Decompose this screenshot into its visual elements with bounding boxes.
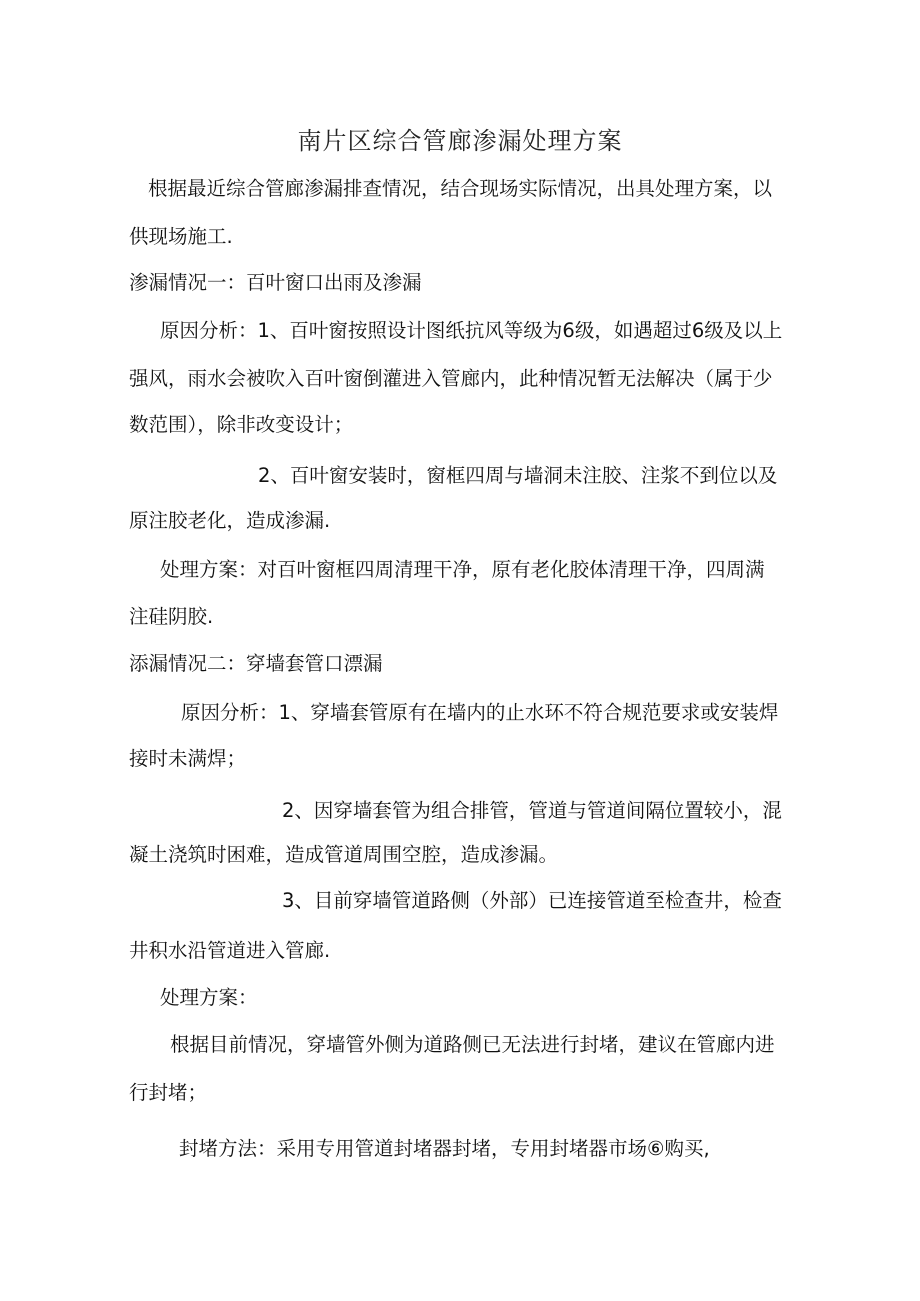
case2-cause3-line-2: 井积水沿管道进入管廊. <box>129 939 331 962</box>
case2-heading: 添漏情况二：穿墙套管口漂漏 <box>129 652 383 675</box>
case2-cause3-line-1: 3、目前穿墙管道路侧（外部）已连接管道至检查井，检查 <box>282 889 782 912</box>
case1-cause1-line-1: 原因分析：1、百叶窗按照设计图纸抗风等级为6级，如遇超过6级及以上 <box>160 319 783 342</box>
case2-cause2-line-1: 2、因穿墙套管为组合排管，管道与管道间隔位置较小，混 <box>282 799 782 822</box>
case2-cause1-line-1: 原因分析：1、穿墙套管原有在墙内的止水环不符合规范要求或安装焊 <box>181 701 779 724</box>
case1-cause1-line-2: 强风，雨水会被吹入百叶窗倒灌进入管廊内，此种情况暂无法解决（属于少 <box>129 367 773 390</box>
case1-cause2-line-1: 2、百叶窗安装时，窗框四周与墙洞未注胶、注浆不到位以及 <box>258 464 778 487</box>
intro-line-2: 供现场施工. <box>129 225 233 248</box>
case1-cause1-line-3: 数范围），除非改变设计； <box>129 413 354 436</box>
case1-solution-line-2: 注硅阴胶. <box>129 605 214 628</box>
case1-cause2-line-2: 原注胶老化，造成渗漏. <box>129 509 331 532</box>
case2-solution-line-1: 根据目前情况，穿墙管外侧为道路侧已无法进行封堵，建议在管廊内进 <box>170 1033 775 1056</box>
case1-solution-line-1: 处理方案：对百叶窗框四周清理干净，原有老化胶体清理干净，四周满 <box>160 558 765 581</box>
case2-cause1-line-2: 接时未满焊； <box>129 747 247 770</box>
case2-method-line: 封堵方法：采用专用管道封堵器封堵，专用封堵器市场⑥购买, <box>179 1137 710 1160</box>
intro-line-1: 根据最近综合管廊渗漏排查情况，结合现场实际情况，出具处理方案，以 <box>148 177 773 200</box>
case2-cause2-line-2: 凝土浇筑时困难，造成管道周围空腔，造成渗漏。 <box>129 843 559 866</box>
case1-heading: 渗漏情况一：百叶窗口出雨及渗漏 <box>129 271 422 294</box>
case2-solution-line-2: 行封堵； <box>129 1081 208 1104</box>
case2-solution-heading: 处理方案： <box>160 986 258 1009</box>
document-title: 南片区综合管廊渗漏处理方案 <box>297 127 623 155</box>
